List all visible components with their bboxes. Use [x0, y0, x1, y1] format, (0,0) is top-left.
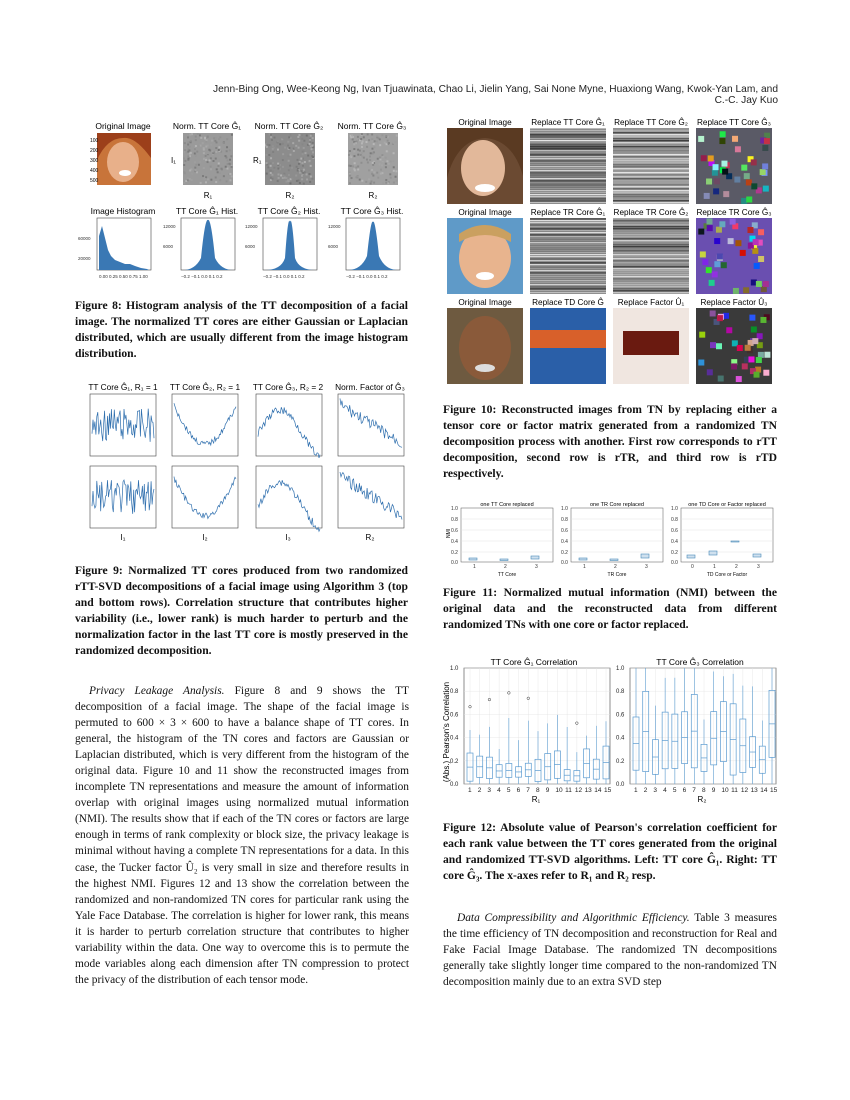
fig12-ytick: 1.0	[616, 666, 625, 672]
fig12-xtick: 15	[770, 787, 778, 794]
fig8-image-histogram	[99, 226, 149, 270]
svg-text:1.0: 1.0	[451, 506, 458, 512]
figure-10-caption: Figure 10: Reconstructed images from TN by replacing either a tensor core or factor matrix generated from a randomized TN decomposition process with another. First row corresponds to rTT decomposition, second row is rTR, and third row is rTD respectively.	[443, 403, 777, 480]
svg-text:2: 2	[614, 564, 617, 570]
fig12-ytick: 0.0	[616, 782, 625, 788]
svg-text:3: 3	[757, 564, 760, 570]
privacy-leakage-text: Figure 8 and 9 shows the TT decomposition of a facial image. The shape of the facial image is permuted to 600 × 3 × 600 to have a balance shape of TT cores. In general, the histogram of the TN cores and factors are Gaussian or Laplacian distributed, which is very different from the histogram of the original data. Figure 10 and 11 show the reconstructed images from incomplete TN representations and measure the amount of information overlap with original images using normalized mutual information (NMI). The results show that if each of the TN cores or factors are large enough in terms of rank complexity or block size, the privacy leakage is minimal without having a complete TN representations for a data. In this case, the Tucker factor Û₂ is very small in size and therefore results in the highest NMI. Figures 12 and 13 show the correlation between the randomized and non-randomized TN cores for particular rank using the Yale Face Database. The correlation is higher for lower rank, this means it is harder to perturb correlation structure that contributes to higher variability within the data. One way to overcome this is to permute the mode variables along each dimension after TN compression to protect the privacy of the distribution of each tensor mode.	[75, 685, 409, 986]
fig9-title-1: TT Core Ĝ₁, R₁ = 1	[88, 382, 158, 392]
svg-text:400: 400	[90, 168, 99, 174]
svg-text:200: 200	[90, 148, 99, 154]
fig8-hist-g1	[183, 220, 233, 270]
fig8-hist-g2	[265, 221, 315, 270]
svg-text:3: 3	[645, 564, 648, 570]
fig12-xtick: 15	[604, 787, 612, 794]
svg-text:0.00 0.25 0.50 0.75 1.00: 0.00 0.25 0.50 0.75 1.00	[99, 274, 148, 279]
fig12-title-1: TT Core Ĝ₁ Correlation	[490, 657, 578, 667]
fig11-title-1: one TT Core replaced	[480, 502, 534, 508]
fig8-title-3: Norm. TT Core Ĝ₂	[254, 121, 324, 131]
svg-text:100: 100	[90, 138, 99, 144]
svg-text:−0.2 −0.1 0.0 0.1 0.2: −0.2 −0.1 0.0 0.1 0.2	[263, 274, 305, 279]
fig8-hist-g3	[348, 222, 398, 270]
fig9-xlabel-3: I₃	[285, 533, 291, 542]
fig12-xtick: 4	[497, 787, 501, 794]
figure-9	[70, 380, 415, 545]
fig9-xlabel-4: R₂	[365, 533, 375, 542]
figure-11-caption: Figure 11: Normalized mutual information (NMI) between the original data and the reconstructed data from different randomized TNs with one core or factor replaced.	[443, 586, 777, 631]
fig10-r3-t2: Replace TD Core Ĝ	[532, 298, 604, 307]
svg-text:0.4: 0.4	[561, 539, 568, 545]
figure-11-graphic	[443, 498, 783, 578]
fig8-ylabel-2: R₁	[253, 156, 262, 165]
fig9-title-2: TT Core Ĝ₂, R₂ = 1	[169, 382, 241, 392]
fig8-title-7: TT Core Ĝ₂ Hist.	[257, 206, 321, 216]
fig12-ytick: 0.6	[616, 712, 625, 719]
fig9-xlabel-2: I₂	[202, 533, 208, 542]
figure-10	[443, 116, 783, 391]
fig8-title-2: Norm. TT Core Ĝ₁	[172, 121, 242, 131]
svg-text:2: 2	[735, 564, 738, 570]
fig8-title-6: TT Core Ĝ₁ Hist.	[175, 206, 239, 216]
svg-text:0.2: 0.2	[451, 550, 458, 556]
fig12-xtick: 8	[536, 787, 540, 794]
fig12-ytick: 0.2	[450, 758, 459, 765]
svg-text:0.8: 0.8	[451, 517, 458, 523]
svg-text:−0.2 −0.1 0.0 0.1 0.2: −0.2 −0.1 0.0 0.1 0.2	[346, 274, 388, 279]
fig12-ytick: 1.0	[450, 666, 459, 672]
svg-text:1.0: 1.0	[671, 506, 678, 512]
svg-text:0.0: 0.0	[671, 560, 678, 566]
figure-8-caption: Figure 8: Histogram analysis of the TT decomposition of a facial image. The normalized TT cores are either Gaussian or Laplacian distributed, which are usually different from the image histogram distribution.	[75, 299, 408, 360]
fig12-xtick: 13	[750, 787, 758, 794]
fig9-title-3: TT Core Ĝ₃, R₂ = 2	[252, 382, 324, 392]
fig12-xtick: 10	[721, 787, 729, 794]
figure-11	[443, 498, 783, 578]
fig8-ylabel-1: I₁	[171, 156, 176, 165]
svg-text:0.8: 0.8	[561, 517, 568, 523]
data-compressibility-paragraph	[443, 910, 777, 990]
svg-text:0.4: 0.4	[451, 539, 458, 545]
figure-12	[440, 652, 780, 812]
fig12-xtick: 4	[663, 787, 667, 794]
fig12-xtick: 12	[740, 787, 749, 794]
fig12-xtick: 9	[545, 787, 550, 794]
svg-text:0.6: 0.6	[561, 528, 568, 534]
fig12-ylabel: (Abs.) Pearson's Correlation	[442, 681, 451, 783]
svg-text:0.2: 0.2	[561, 550, 568, 556]
fig12-xtick: 3	[487, 787, 492, 794]
fig12-xtick: 5	[506, 787, 511, 794]
figure-8-graphic	[75, 118, 415, 288]
fig12-xtick: 12	[574, 787, 583, 794]
fig8-title-8: TT Core Ĝ₃ Hist.	[340, 206, 404, 216]
figure-9-caption: Figure 9: Normalized TT cores produced from two randomized rTT-SVD decompositions of a facial image using Algorithm 3 (top and bottom rows). Correlation structure that contributes higher variability (i.e., lower rank) is much harder to perturb and the normalization factor in the last TT core is mostly preserved in the randomized decomposition.	[75, 564, 408, 657]
fig12-ytick: 0.2	[616, 758, 625, 765]
fig12-xtick: 2	[477, 787, 482, 794]
fig10-r2-t1: Original Image	[458, 208, 512, 217]
fig11-title-2: one TR Core replaced	[589, 502, 645, 508]
fig8-title-1: Original Image	[95, 121, 151, 131]
fig12-xtick: 9	[711, 787, 716, 794]
fig11-xlabel-1: TT Core	[497, 572, 517, 578]
fig10-r1-t4: Replace TT Core Ĝ₃	[696, 118, 772, 127]
fig9-xlabel-1: I₁	[120, 533, 126, 542]
fig10-r1-t1: Original Image	[458, 118, 512, 127]
svg-text:2: 2	[504, 564, 507, 570]
figure-8	[75, 118, 415, 288]
svg-text:12000: 12000	[163, 224, 176, 229]
data-compressibility-heading: Data Compressibility and Algorithmic Efficiency.	[457, 912, 690, 924]
fig8-xlabel-3: R₂	[368, 191, 378, 200]
fig12-xtick: 5	[672, 787, 677, 794]
fig12-xtick: 3	[653, 787, 658, 794]
svg-text:−0.2 −0.1 0.0 0.1 0.2: −0.2 −0.1 0.0 0.1 0.2	[181, 274, 223, 279]
fig12-xtick: 14	[594, 787, 602, 794]
fig10-r3-t3: Replace Factor Û₁	[617, 298, 685, 307]
fig10-r1-t2: Replace TT Core Ĝ₁	[531, 118, 605, 127]
fig10-r2-t2: Replace TR Core Ĝ₁	[530, 208, 606, 217]
figure-12-caption: Figure 12: Absolute value of Pearson's correlation coefficient for each rank value between the TT cores generated from the original and randomized TT-SVD algorithms. Left: TT core Ĝ₁. Right: TT core Ĝ₃. The x-axes refer to R₁ and R₂ resp.	[443, 821, 777, 882]
running-header: Jenn-Bing Ong, Wee-Keong Ng, Ivan Tjuawinata, Chao Li, Jielin Yang, Sai None Myne, Huaxiong Wang, Kwok-Yan Lam, and C.-C. Jay Kuo	[213, 84, 778, 106]
fig12-xtick: 6	[682, 787, 687, 794]
fig12-title-2: TT Core Ĝ₃ Correlation	[656, 657, 744, 667]
fig12-ytick: 0.4	[616, 735, 625, 742]
fig8-xlabel-1: R₁	[203, 191, 213, 200]
svg-text:0.6: 0.6	[451, 528, 458, 534]
fig12-xtick: 10	[555, 787, 563, 794]
fig12-xtick: 13	[584, 787, 592, 794]
fig12-ytick: 0.6	[450, 712, 459, 719]
svg-text:6000: 6000	[245, 244, 256, 249]
svg-text:12000: 12000	[245, 224, 258, 229]
svg-text:0.6: 0.6	[671, 528, 678, 534]
fig8-title-4: Norm. TT Core Ĝ₃	[337, 121, 407, 131]
fig12-ytick: 0.8	[616, 689, 625, 696]
fig12-ytick: 0.4	[450, 735, 459, 742]
fig12-xtick: 8	[702, 787, 706, 794]
svg-text:0.8: 0.8	[671, 517, 678, 523]
fig12-xlabel-1: R₁	[531, 795, 541, 804]
fig10-r2-t3: Replace TR Core Ĝ₂	[613, 208, 689, 217]
fig10-r1-t3: Replace TT Core Ĝ₂	[614, 118, 688, 127]
svg-text:0.0: 0.0	[561, 560, 568, 566]
fig8-title-5: Image Histogram	[90, 206, 156, 216]
svg-text:12000: 12000	[328, 224, 341, 229]
svg-text:1: 1	[713, 564, 716, 570]
fig11-xlabel-3: TD Core or Factor	[706, 572, 748, 578]
fig12-xtick: 14	[760, 787, 768, 794]
fig10-r2-t4: Replace TR Core Ĝ₃	[696, 208, 772, 217]
svg-text:1: 1	[583, 564, 586, 570]
figure-10-graphic	[443, 116, 783, 391]
svg-text:1: 1	[473, 564, 476, 570]
privacy-leakage-heading: Privacy Leakage Analysis.	[89, 685, 225, 697]
fig12-xtick: 1	[468, 787, 472, 794]
fig12-xtick: 6	[516, 787, 521, 794]
fig10-r3-t1: Original Image	[458, 298, 512, 307]
data-compressibility-text: Table 3 measures the time efficiency of TN decomposition and reconstruction for Real and Fake Facial Image Database. The randomized TN decompositions generally take slightly longer time compared to the non-randomized TN decomposition mainly due to an extra SVD step	[443, 912, 777, 989]
fig12-xtick: 1	[634, 787, 638, 794]
fig12-ytick: 0.8	[450, 689, 459, 696]
svg-text:0: 0	[691, 564, 694, 570]
svg-text:60000: 60000	[78, 236, 91, 241]
fig8-xlabel-2: R₂	[285, 191, 295, 200]
svg-text:3: 3	[535, 564, 538, 570]
svg-text:300: 300	[90, 158, 99, 164]
figure-9-graphic	[70, 380, 415, 545]
svg-text:20000: 20000	[78, 256, 91, 261]
svg-text:500: 500	[90, 178, 99, 184]
svg-text:6000: 6000	[328, 244, 339, 249]
fig12-xtick: 7	[526, 787, 530, 794]
fig12-xlabel-2: R₂	[697, 795, 707, 804]
figure-12-graphic	[440, 652, 780, 812]
svg-text:1.0: 1.0	[561, 506, 568, 512]
fig12-xtick: 11	[731, 787, 738, 794]
svg-text:0.0: 0.0	[451, 560, 458, 566]
fig9-title-4: Norm. Factor of Ĝ₃	[335, 382, 405, 392]
fig12-xtick: 7	[692, 787, 696, 794]
fig11-ylabel: NMI	[446, 528, 452, 538]
fig12-ytick: 0.0	[450, 782, 459, 788]
svg-text:6000: 6000	[163, 244, 174, 249]
fig12-xtick: 11	[565, 787, 572, 794]
fig11-xlabel-2: TR Core	[607, 572, 627, 578]
fig12-xtick: 2	[643, 787, 648, 794]
fig10-r3-t4: Replace Factor Û₃	[700, 298, 768, 307]
svg-text:0.2: 0.2	[671, 550, 678, 556]
privacy-leakage-paragraph	[75, 683, 409, 988]
fig11-title-3: one TD Core or Factor replaced	[688, 502, 766, 508]
svg-text:0.4: 0.4	[671, 539, 678, 545]
